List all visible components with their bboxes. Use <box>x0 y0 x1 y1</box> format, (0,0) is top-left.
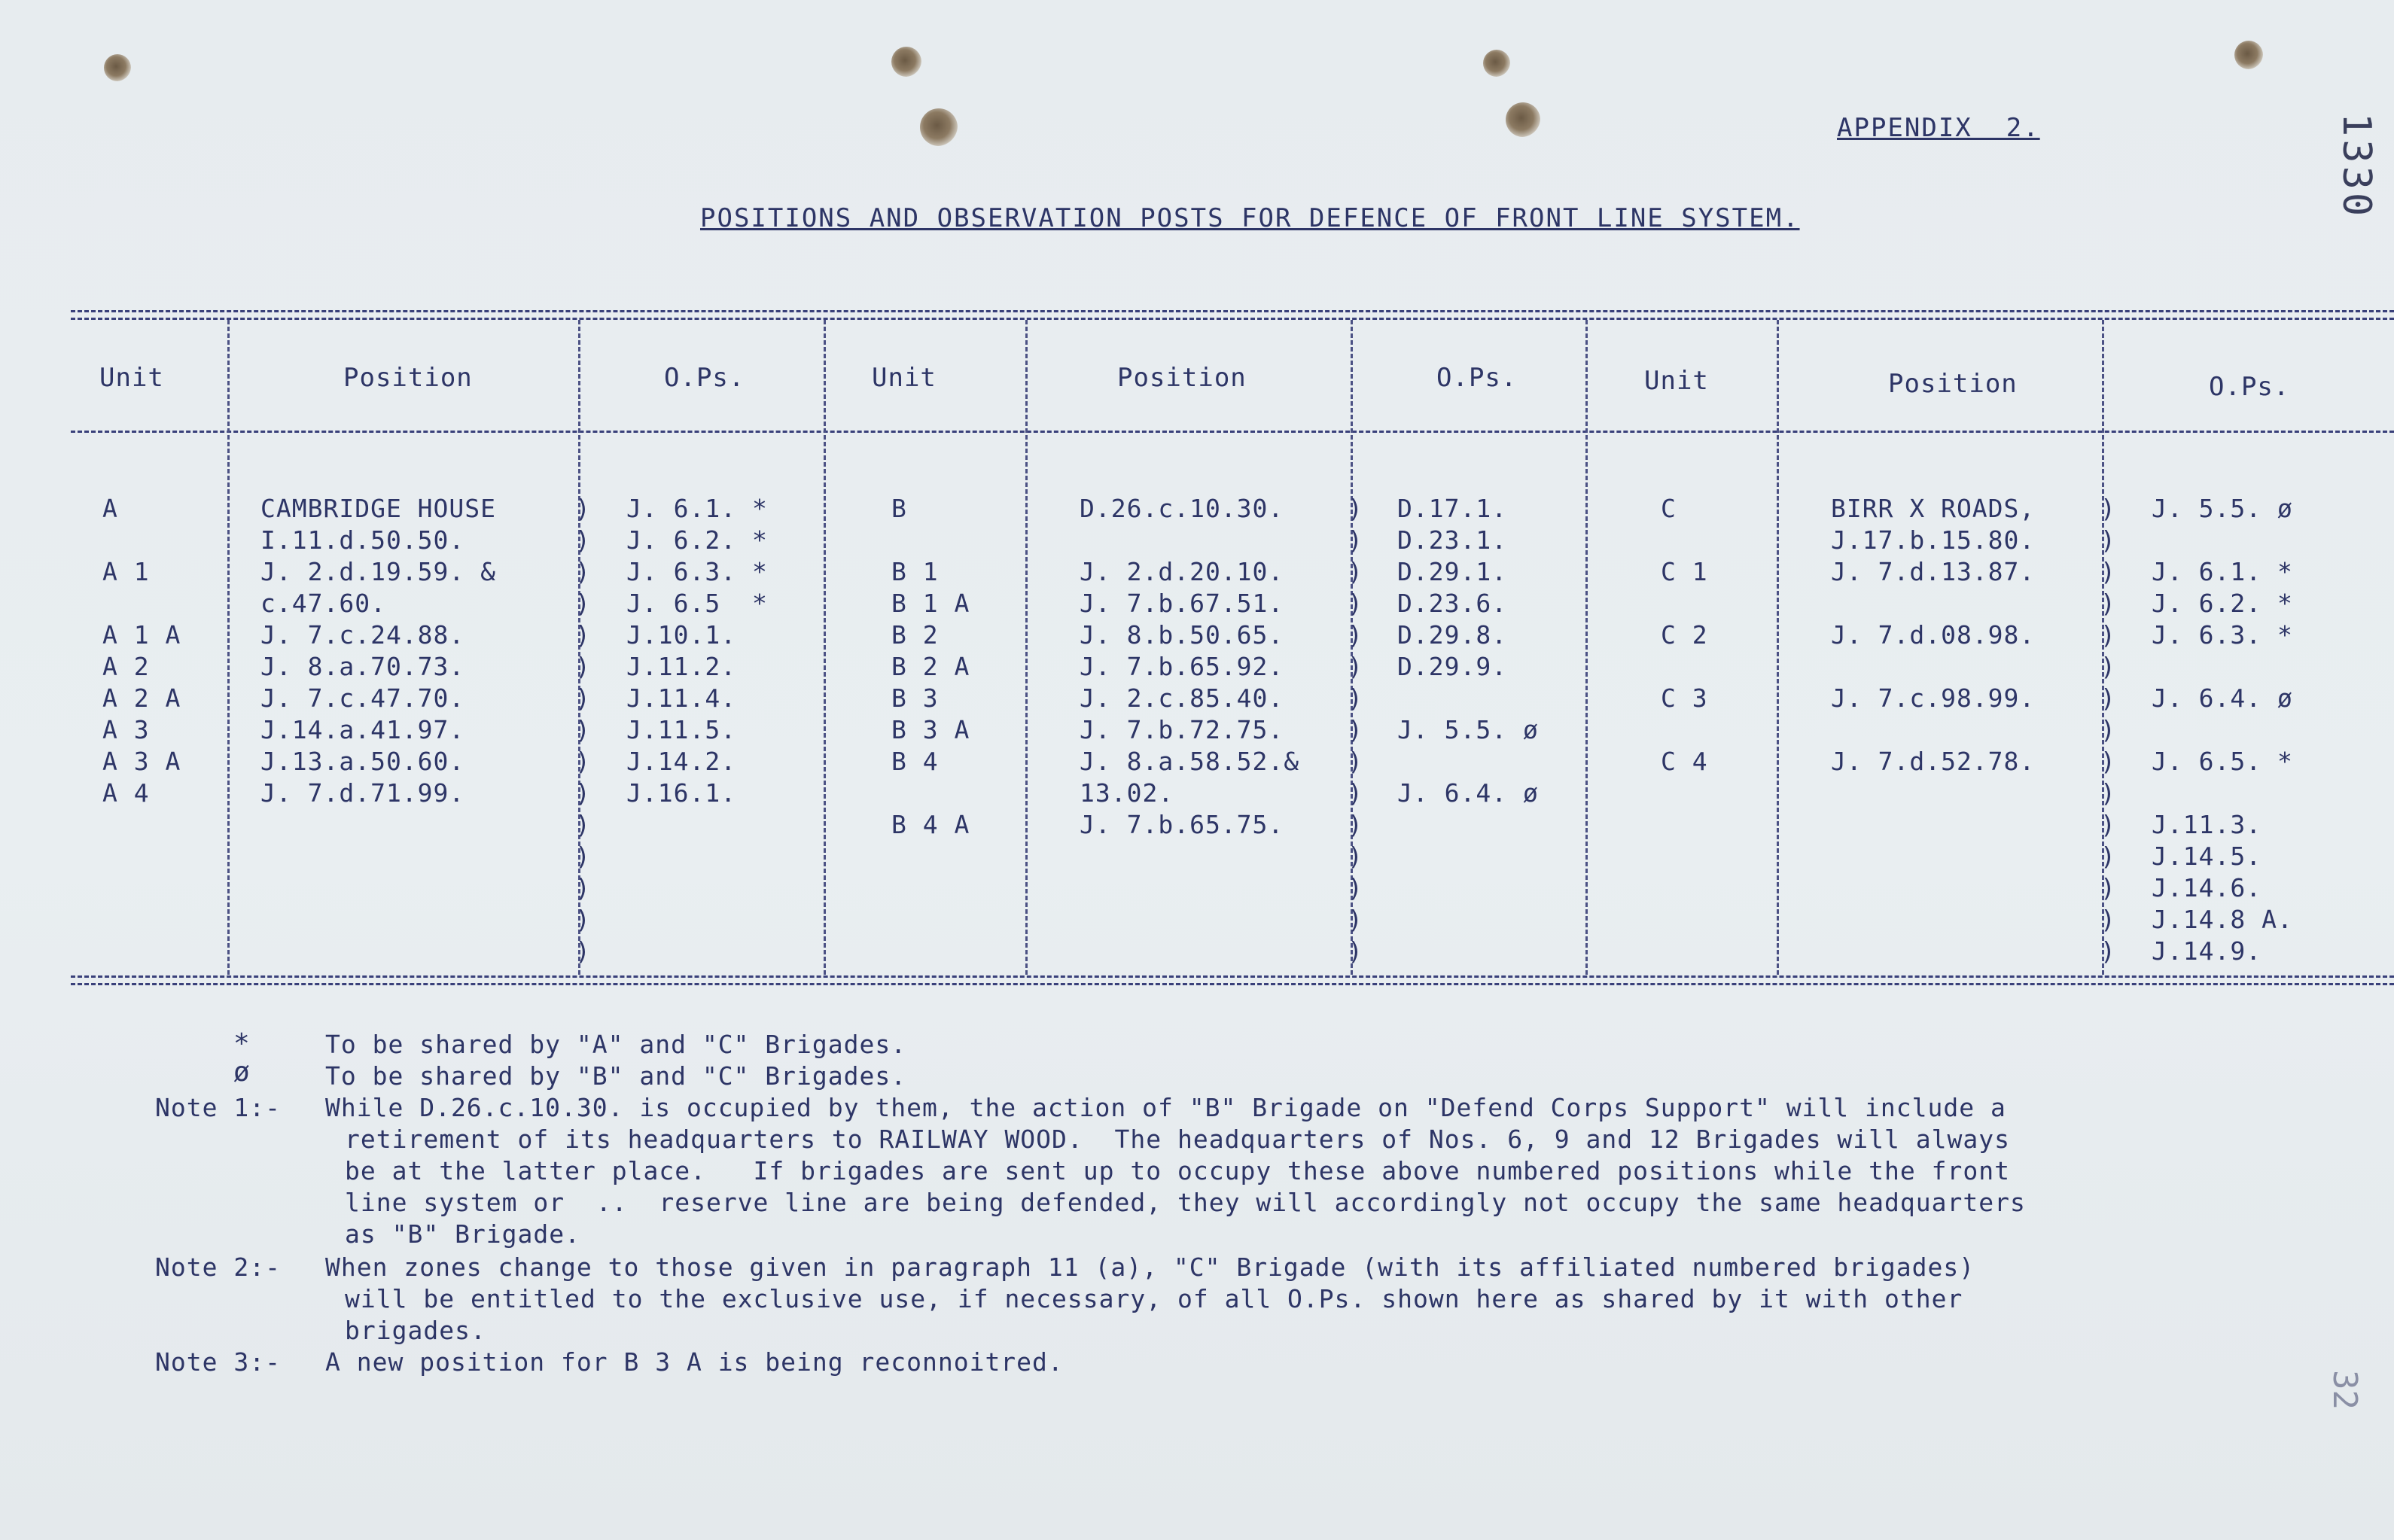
bracket-mark: ) <box>2100 936 2115 966</box>
ops-cell: J. 6.3. * <box>626 557 768 586</box>
ops-cell: J. 5.5. ø <box>1397 715 1539 744</box>
unit-cell: B <box>891 494 907 523</box>
ops-cell: D.29.9. <box>1397 652 1508 681</box>
unit-cell: A 3 <box>102 715 150 744</box>
note-1-line: retirement of its headquarters to RAILWAY WOOD. The headquarters of Nos. 6, 9 and 12 Brigades will always <box>345 1125 2010 1154</box>
bracket-mark: ) <box>575 683 590 713</box>
column-header-ops: O.Ps. <box>664 363 745 393</box>
bracket-mark: ) <box>575 652 590 681</box>
bracket-mark: ) <box>575 494 590 523</box>
column-divider <box>227 320 230 975</box>
bracket-mark: ) <box>575 936 590 966</box>
document-title: POSITIONS AND OBSERVATION POSTS FOR DEFENCE OF FRONT LINE SYSTEM. <box>700 203 1800 233</box>
bracket-mark: ) <box>1348 810 1363 839</box>
unit-cell: B 4 A <box>891 810 970 839</box>
column-header-ops: O.Ps. <box>2209 372 2290 402</box>
table-top-rule <box>71 318 2394 320</box>
bracket-mark: ) <box>1348 557 1363 586</box>
phi-symbol: ø <box>233 1057 250 1088</box>
bracket-mark: ) <box>1348 652 1363 681</box>
unit-cell: B 2 A <box>891 652 970 681</box>
column-divider <box>1777 320 1779 975</box>
column-header-ops: O.Ps. <box>1436 363 1518 393</box>
bracket-mark: ) <box>2100 715 2115 744</box>
column-header-unit: Unit <box>99 363 164 393</box>
unit-cell: B 3 <box>891 683 939 713</box>
punch-hole <box>1483 50 1510 77</box>
note-2-line: brigades. <box>345 1316 486 1345</box>
ops-cell: D.29.1. <box>1397 557 1508 586</box>
page-number: 1330 <box>2334 113 2379 220</box>
punch-hole <box>104 54 131 81</box>
unit-cell: A <box>102 494 118 523</box>
note-2-line: When zones change to those given in paragraph 11 (a), "C" Brigade (with its affiliated numbered brigades) <box>325 1252 1975 1282</box>
position-cell: J. 7.d.71.99. <box>260 778 465 808</box>
position-cell: J. 2.d.19.59. & <box>260 557 497 586</box>
ops-cell: J.11.2. <box>626 652 737 681</box>
position-cell: D.26.c.10.30. <box>1080 494 1284 523</box>
bracket-mark: ) <box>1348 683 1363 713</box>
ops-cell: J. 6.5. * <box>2152 747 2293 776</box>
note-2-label: Note 2:- <box>155 1252 281 1282</box>
bracket-mark: ) <box>575 842 590 871</box>
position-cell: J. 8.a.70.73. <box>260 652 465 681</box>
column-divider <box>1585 320 1588 975</box>
unit-cell: A 4 <box>102 778 150 808</box>
ops-cell: J.14.2. <box>626 747 737 776</box>
ops-cell: J. 6.3. * <box>2152 620 2293 650</box>
bracket-mark: ) <box>2100 589 2115 618</box>
position-cell: J. 7.d.08.98. <box>1831 620 2036 650</box>
position-cell: CAMBRIDGE HOUSE <box>260 494 497 523</box>
position-cell: J.14.a.41.97. <box>260 715 465 744</box>
bracket-mark: ) <box>1348 778 1363 808</box>
column-header-position: Position <box>1117 363 1247 393</box>
ops-cell: J.14.6. <box>2152 873 2262 902</box>
bracket-mark: ) <box>575 778 590 808</box>
unit-cell: C 3 <box>1661 683 1708 713</box>
bracket-mark: ) <box>575 747 590 776</box>
bracket-mark: ) <box>575 905 590 934</box>
bracket-mark: ) <box>2100 525 2115 555</box>
punch-hole <box>891 47 921 77</box>
position-cell: J. 7.d.52.78. <box>1831 747 2036 776</box>
ops-cell: J. 6.4. ø <box>1397 778 1539 808</box>
punch-hole <box>1506 102 1540 137</box>
position-cell: J.17.b.15.80. <box>1831 525 2036 555</box>
bracket-mark: ) <box>1348 936 1363 966</box>
ops-cell: J.11.5. <box>626 715 737 744</box>
bracket-mark: ) <box>2100 778 2115 808</box>
bracket-mark: ) <box>575 525 590 555</box>
note-1-line: be at the latter place. If brigades are sent up to occupy these above numbered positions while the front <box>345 1156 2010 1185</box>
bracket-mark: ) <box>575 810 590 839</box>
bracket-mark: ) <box>2100 747 2115 776</box>
unit-cell: B 3 A <box>891 715 970 744</box>
position-cell: J.13.a.50.60. <box>260 747 465 776</box>
position-cell: J. 8.a.58.52.& <box>1080 747 1300 776</box>
unit-cell: B 4 <box>891 747 939 776</box>
unit-cell: A 2 <box>102 652 150 681</box>
bracket-mark: ) <box>2100 620 2115 650</box>
unit-cell: C 4 <box>1661 747 1708 776</box>
table-top-rule <box>71 310 2394 312</box>
note-1-label: Note 1:- <box>155 1093 281 1122</box>
column-divider <box>1025 320 1028 975</box>
bracket-mark: ) <box>1348 715 1363 744</box>
unit-cell: B 1 <box>891 557 939 586</box>
unit-cell: C 1 <box>1661 557 1708 586</box>
position-cell: J. 7.b.67.51. <box>1080 589 1284 618</box>
bracket-mark: ) <box>1348 589 1363 618</box>
ops-cell: J. 6.2. * <box>2152 589 2293 618</box>
bracket-mark: ) <box>1348 747 1363 776</box>
position-cell: J. 7.d.13.87. <box>1831 557 2036 586</box>
ops-cell: D.23.1. <box>1397 525 1508 555</box>
bracket-mark: ) <box>575 620 590 650</box>
column-header-position: Position <box>1888 369 2018 399</box>
position-cell: J. 7.c.47.70. <box>260 683 465 713</box>
legend-star-text: To be shared by "A" and "C" Brigades. <box>325 1030 907 1059</box>
position-cell: J. 2.d.20.10. <box>1080 557 1284 586</box>
bracket-mark: ) <box>2100 683 2115 713</box>
position-cell: c.47.60. <box>260 589 386 618</box>
bracket-mark: ) <box>2100 905 2115 934</box>
bracket-mark: ) <box>575 873 590 902</box>
bracket-mark: ) <box>1348 525 1363 555</box>
bracket-mark: ) <box>2100 873 2115 902</box>
position-cell: J. 8.b.50.65. <box>1080 620 1284 650</box>
note-3-label: Note 3:- <box>155 1347 281 1377</box>
unit-cell: B 1 A <box>891 589 970 618</box>
ops-cell: J.11.3. <box>2152 810 2262 839</box>
ops-cell: J. 5.5. ø <box>2152 494 2293 523</box>
position-cell: J. 2.c.85.40. <box>1080 683 1284 713</box>
ops-cell: D.29.8. <box>1397 620 1508 650</box>
bracket-mark: ) <box>2100 557 2115 586</box>
column-divider <box>824 320 826 975</box>
note-1-line: line system or .. reserve line are being defended, they will accordingly not occupy the same headquarters <box>345 1188 2026 1217</box>
ops-cell: J. 6.5 * <box>626 589 768 618</box>
bracket-mark: ) <box>575 557 590 586</box>
bracket-mark: ) <box>1348 494 1363 523</box>
column-header-unit: Unit <box>872 363 937 393</box>
punch-hole <box>2234 41 2263 69</box>
note-3-text: A new position for B 3 A is being reconnoitred. <box>325 1347 1064 1377</box>
position-cell: J. 7.b.65.92. <box>1080 652 1284 681</box>
bracket-mark: ) <box>2100 842 2115 871</box>
bracket-mark: ) <box>2100 494 2115 523</box>
ops-cell: J.14.8 A. <box>2152 905 2293 934</box>
bracket-mark: ) <box>1348 620 1363 650</box>
position-cell: BIRR X ROADS, <box>1831 494 2036 523</box>
ops-cell: J.14.5. <box>2152 842 2262 871</box>
unit-cell: C <box>1661 494 1677 523</box>
table-bottom-rule <box>71 983 2394 985</box>
bracket-mark: ) <box>1348 842 1363 871</box>
punch-hole <box>920 108 958 146</box>
appendix-label: APPENDIX 2. <box>1837 113 2040 143</box>
ops-cell: D.23.6. <box>1397 589 1508 618</box>
bracket-mark: ) <box>575 715 590 744</box>
column-header-unit: Unit <box>1644 366 1709 396</box>
ops-cell: J.14.9. <box>2152 936 2262 966</box>
ops-cell: J. 6.2. * <box>626 525 768 555</box>
ops-cell: J. 6.1. * <box>2152 557 2293 586</box>
unit-cell: B 2 <box>891 620 939 650</box>
position-cell: J. 7.c.24.88. <box>260 620 465 650</box>
note-2-line: will be entitled to the exclusive use, if necessary, of all O.Ps. shown here as shared by it with other <box>345 1284 1963 1313</box>
position-cell: J. 7.b.65.75. <box>1080 810 1284 839</box>
position-cell: I.11.d.50.50. <box>260 525 465 555</box>
ops-cell: J.16.1. <box>626 778 737 808</box>
bracket-mark: ) <box>2100 810 2115 839</box>
ops-cell: J.10.1. <box>626 620 737 650</box>
note-1-line: While D.26.c.10.30. is occupied by them, the action of "B" Brigade on "Defend Corps Support" will include a <box>325 1093 2006 1122</box>
unit-cell: A 3 A <box>102 747 181 776</box>
bracket-mark: ) <box>1348 873 1363 902</box>
unit-cell: A 1 A <box>102 620 181 650</box>
position-cell: J. 7.c.98.99. <box>1831 683 2036 713</box>
unit-cell: C 2 <box>1661 620 1708 650</box>
note-1-line: as "B" Brigade. <box>345 1219 581 1249</box>
bracket-mark: ) <box>575 589 590 618</box>
legend-phi-text: To be shared by "B" and "C" Brigades. <box>325 1061 907 1091</box>
ops-cell: J. 6.1. * <box>626 494 768 523</box>
column-header-position: Position <box>343 363 473 393</box>
bracket-mark: ) <box>2100 652 2115 681</box>
unit-cell: A 2 A <box>102 683 181 713</box>
position-cell: J. 7.b.72.75. <box>1080 715 1284 744</box>
ops-cell: J. 6.4. ø <box>2152 683 2293 713</box>
bracket-mark: ) <box>1348 905 1363 934</box>
star-symbol: * <box>233 1028 250 1059</box>
corner-mark: 32 <box>2325 1370 2364 1410</box>
position-cell: 13.02. <box>1080 778 1174 808</box>
header-separator-rule <box>71 431 2394 433</box>
table-bottom-rule <box>71 975 2394 978</box>
ops-cell: D.17.1. <box>1397 494 1508 523</box>
ops-cell: J.11.4. <box>626 683 737 713</box>
unit-cell: A 1 <box>102 557 150 586</box>
